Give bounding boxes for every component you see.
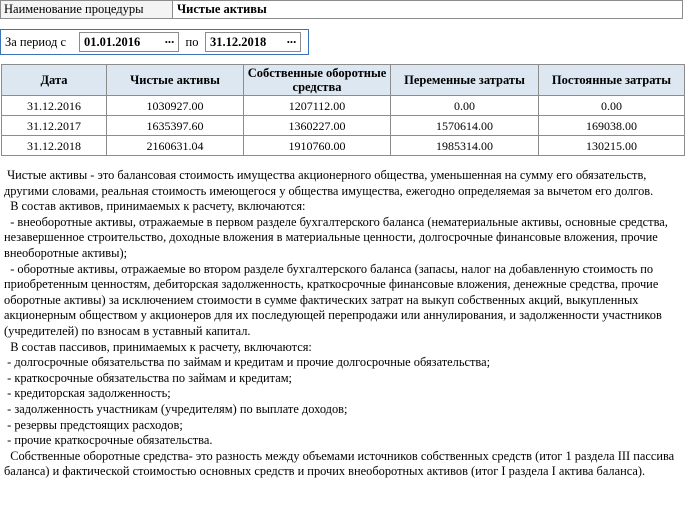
period-to-label: по <box>185 34 199 49</box>
column-header-date[interactable]: Дата <box>2 65 107 96</box>
period-from-label: За период с <box>5 34 67 49</box>
table-cell: 0.00 <box>539 96 685 116</box>
table-cell: 1360227.00 <box>244 116 391 136</box>
table-row[interactable] <box>2 96 685 116</box>
description-paragraph: В состав активов, принимаемых к расчету, включаются: <box>4 199 306 214</box>
date-from-field[interactable] <box>79 32 179 52</box>
column-header-net-assets[interactable]: Чистые активы <box>107 65 244 96</box>
table-row[interactable] <box>2 116 685 136</box>
column-header-working-capital[interactable]: Собственные оборотные средства <box>244 65 391 96</box>
description-paragraph: - резервы предстоящих расходов; <box>4 417 183 432</box>
table-cell: 31.12.2018 <box>2 136 107 156</box>
table-cell: 1207112.00 <box>244 96 391 116</box>
date-to-picker-button[interactable]: ··· <box>286 34 296 49</box>
column-header-fixed-costs[interactable]: Постоянные затраты <box>539 65 685 96</box>
table-cell: 1910760.00 <box>244 136 391 156</box>
date-from-picker-button[interactable]: ··· <box>164 34 174 49</box>
table-cell: 1570614.00 <box>391 116 539 136</box>
table-cell: 31.12.2016 <box>2 96 107 116</box>
description-paragraph: - долгосрочные обязательства по займам и кредитам и прочие долгосрочные обязательства; <box>4 355 491 370</box>
table-cell: 31.12.2017 <box>2 116 107 136</box>
table-cell: 169038.00 <box>539 116 685 136</box>
table-cell: 1985314.00 <box>391 136 539 156</box>
description-paragraph: Собственные оборотные средства- это разность между объемами источников собственных средств (итог 1 раздела III пассива баланса) и фактической стоимостью основных средств и прочих внеоборотных активов (итог I раздела I актива баланса). <box>4 448 675 479</box>
table-cell: 1635397.60 <box>107 116 244 136</box>
description-paragraph: - прочие краткосрочные обязательства. <box>4 433 213 448</box>
date-from-value[interactable]: 01.01.2016 <box>84 34 141 49</box>
description-text <box>4 168 683 480</box>
period-panel <box>0 29 309 55</box>
description-paragraph: - краткосрочные обязательства по займам и кредитам; <box>4 370 292 385</box>
description-paragraph: - внеоборотные активы, отражаемые в первом разделе бухгалтерского баланса (нематериальные активы, основные средства, незавершенное строительство, доходные вложения в материальные ценности, долгосрочные финансовые вложения, прочие внеоборотные активы); <box>4 214 668 260</box>
date-to-field[interactable] <box>205 32 301 52</box>
description-paragraph: В состав пассивов, принимаемых к расчету, включаются: <box>4 339 312 354</box>
procedure-value: Чистые активы <box>177 2 267 16</box>
column-header-variable-costs[interactable]: Переменные затраты <box>391 65 539 96</box>
table-cell: 130215.00 <box>539 136 685 156</box>
procedure-row <box>0 0 683 19</box>
procedure-label: Наименование процедуры <box>1 1 173 18</box>
table-cell: 1030927.00 <box>107 96 244 116</box>
description-paragraph: - кредиторская задолженность; <box>4 386 171 401</box>
table-cell: 0.00 <box>391 96 539 116</box>
table-cell: 2160631.04 <box>107 136 244 156</box>
table-header-row <box>2 65 685 96</box>
description-paragraph: - оборотные активы, отражаемые во втором разделе бухгалтерского баланса (запасы, налог на добавленную стоимость по приобретенным ценностям, дебиторская задолженность, краткосрочные финансовые вложения, денежные средства, прочие оборотные активы) за исключением стоимости в сумме фактических затрат на выкуп собственных акций, выкупленных акционерным обществом у акционеров для их последующей перепродажи или аннулирования, и задолженности участников (учредителей) по взносам в уставный капитал. <box>4 261 662 338</box>
date-to-value[interactable]: 31.12.2018 <box>210 34 267 49</box>
table-row[interactable] <box>2 136 685 156</box>
description-paragraph: Чистые активы - это балансовая стоимость имущества акционерного общества, уменьшенная на сумму его обязательств, другими словами, реальная стоимость имеющегося у общества имущества, ежегодно определяемая за вычетом его долгов. <box>4 168 654 198</box>
description-paragraph: - задолженность участникам (учредителям) по выплате доходов; <box>4 401 348 416</box>
results-table <box>1 64 685 156</box>
